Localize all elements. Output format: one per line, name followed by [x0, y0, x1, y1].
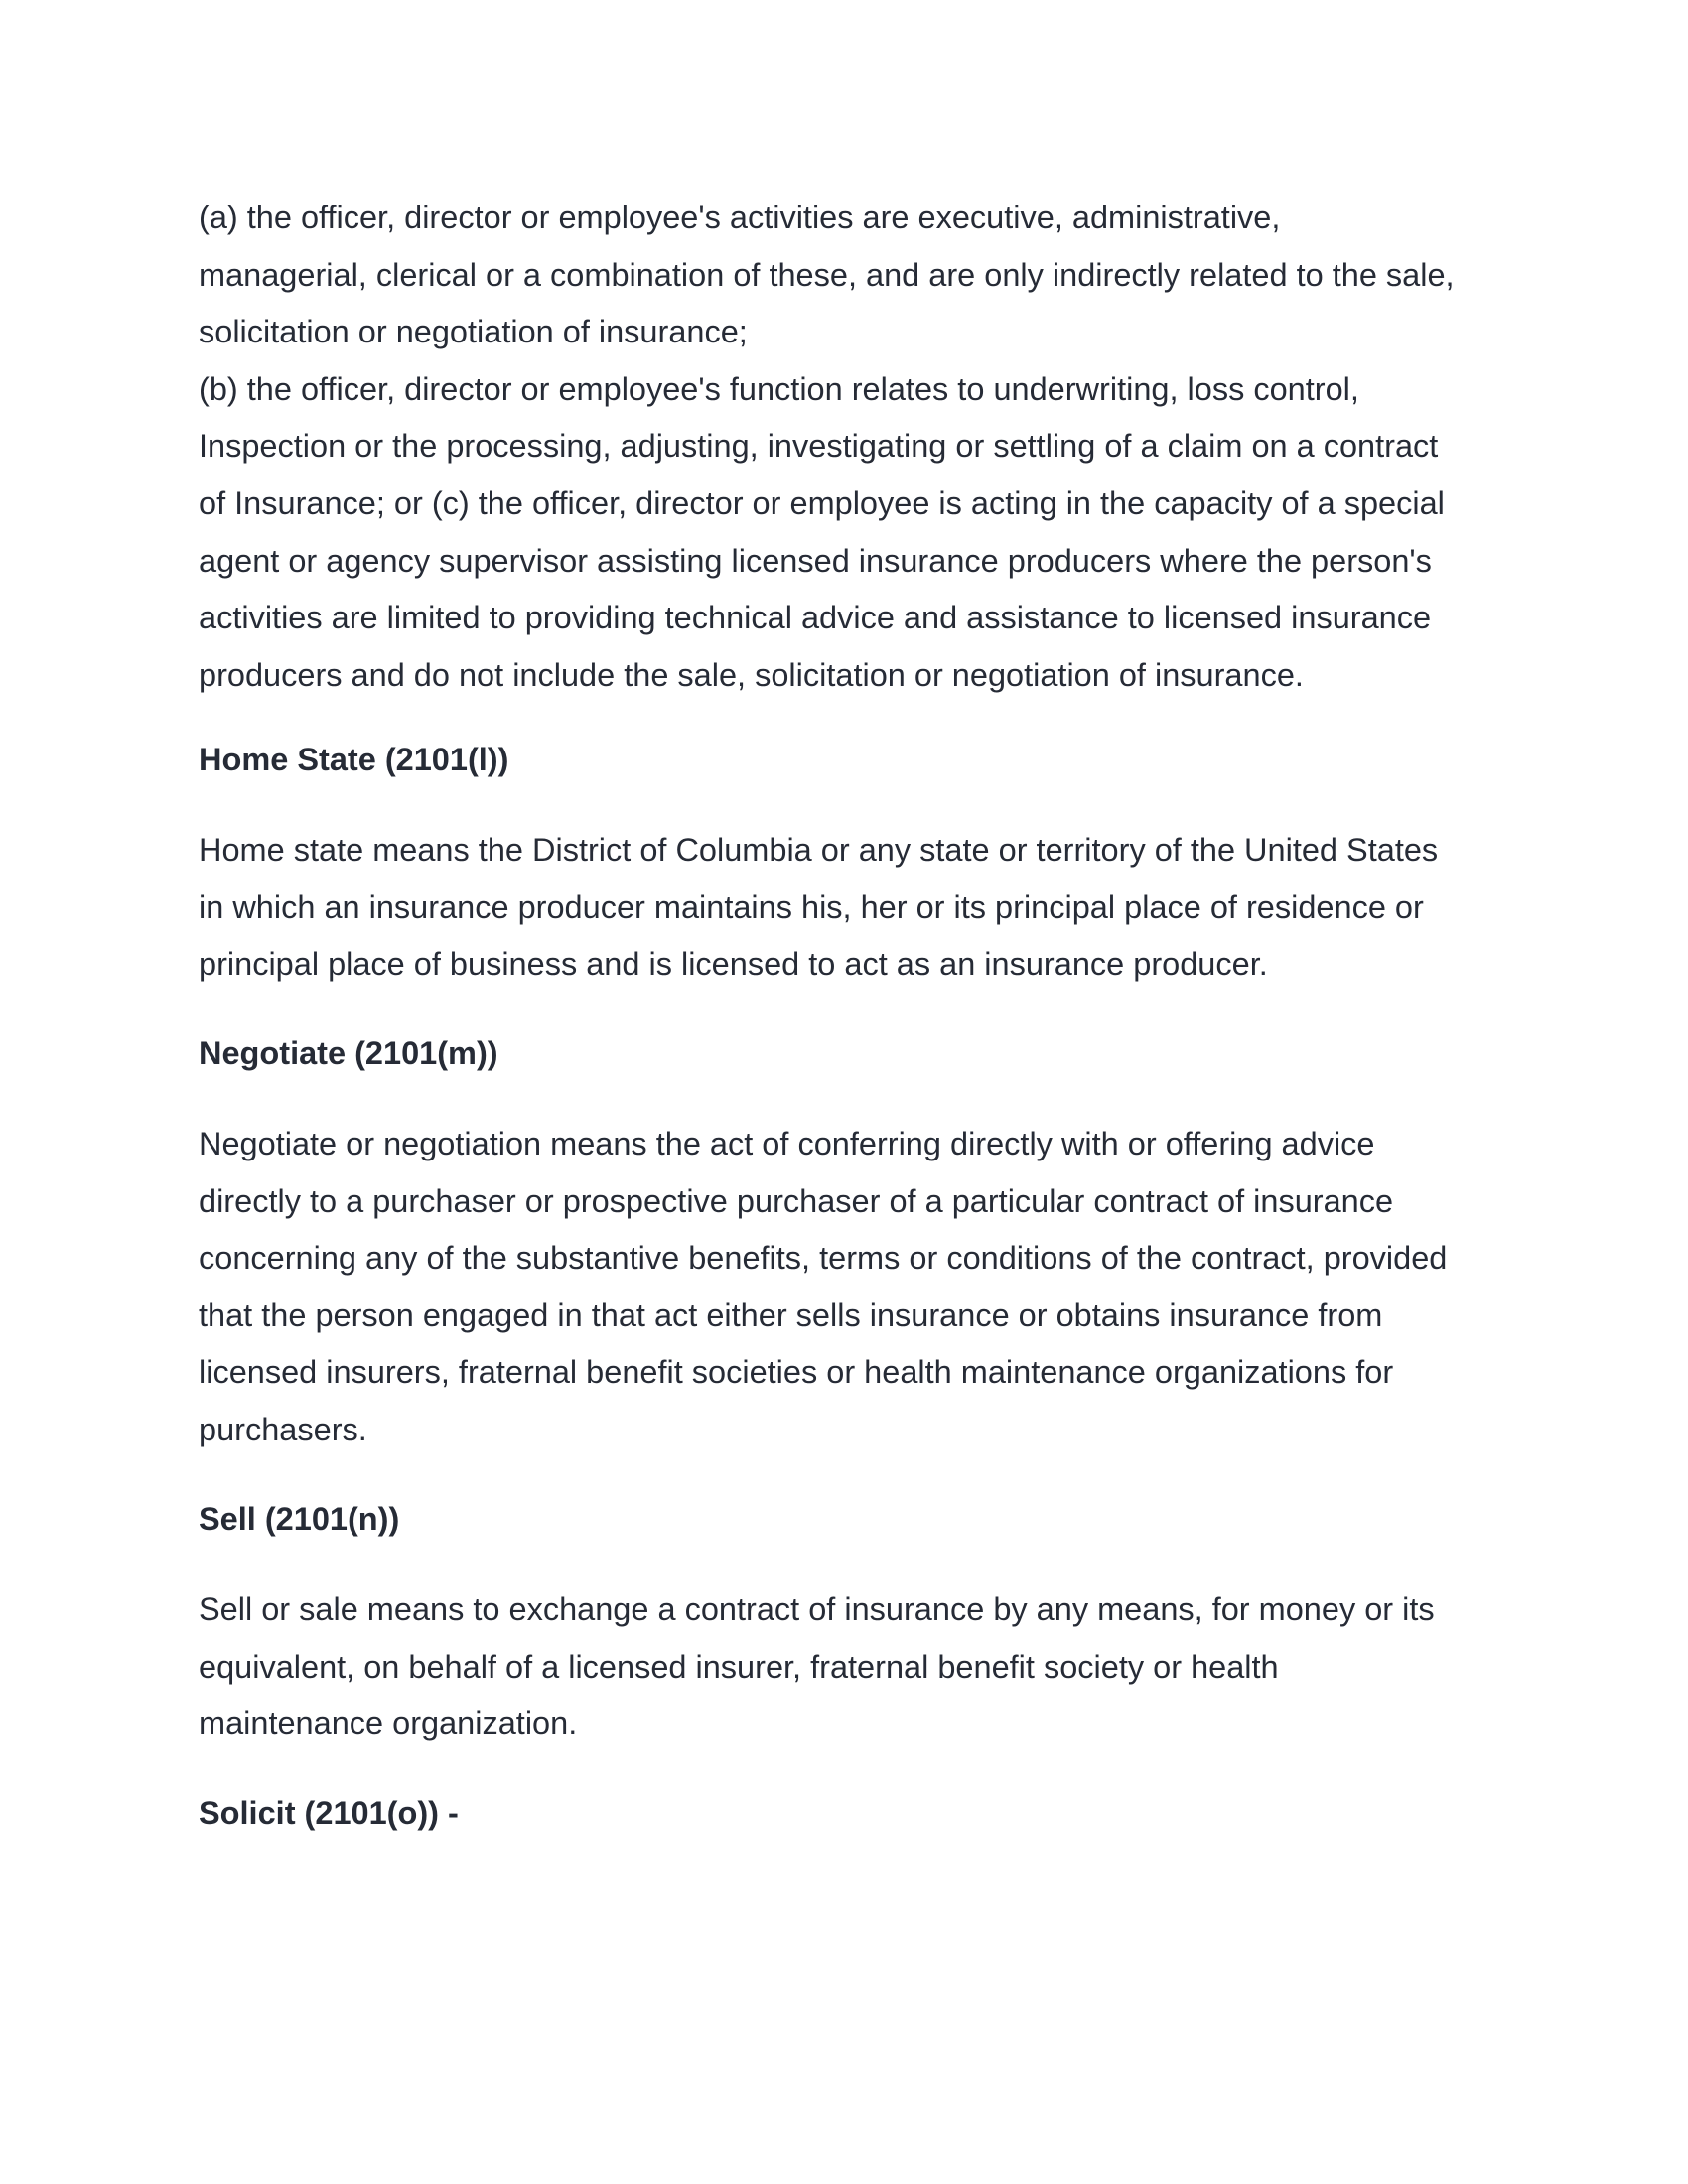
intro-paragraph [199, 190, 1509, 704]
text-line: (b) the officer, director or employee's function relates to underwriting, loss control, [199, 370, 1359, 407]
sell-heading: Sell (2101(n)) [199, 1501, 400, 1537]
text-line: Home state means the District of Columbia or any state or territory of the United States [199, 832, 1439, 868]
text-line: solicitation or negotiation of insurance; [199, 314, 748, 350]
solicit-heading: Solicit (2101(o)) - [199, 1795, 459, 1831]
text-line: Inspection or the processing, adjusting, investigating or settling of a claim on a contract [199, 428, 1439, 465]
text-line: Sell or sale means to exchange a contract of insurance by any means, for money or its [199, 1591, 1435, 1627]
text-line: directly to a purchaser or prospective purchaser of a particular contract of insurance [199, 1182, 1394, 1219]
text-line: that the person engaged in that act either sells insurance or obtains insurance from [199, 1297, 1383, 1333]
text-line: in which an insurance producer maintains his, her or its principal place of residence or [199, 888, 1424, 925]
negotiate-heading: Negotiate (2101(m)) [199, 1035, 498, 1071]
text-line: Negotiate or negotiation means the act of conferring directly with or offering advice [199, 1126, 1375, 1161]
text-line: (a) the officer, director or employee's activities are executive, administrative, [199, 200, 1281, 235]
text-line: activities are limited to providing technical advice and assistance to licensed insurance [199, 600, 1432, 636]
home-state-paragraph [199, 822, 1509, 994]
text-line: principal place of business and is licensed to act as an insurance producer. [199, 946, 1268, 983]
text-line: producers and do not include the sale, solicitation or negotiation of insurance. [199, 656, 1304, 693]
text-line: concerning any of the substantive benefits, terms or conditions of the contract, provided [199, 1240, 1448, 1277]
text-line: purchasers. [199, 1411, 367, 1447]
home-state-heading: Home State (2101(l)) [199, 742, 509, 777]
text-line: equivalent, on behalf of a licensed insurer, fraternal benefit society or health [199, 1648, 1279, 1685]
text-line: maintenance organization. [199, 1706, 578, 1742]
text-line: managerial, clerical or a combination of these, and are only indirectly related to the sale, [199, 256, 1455, 293]
text-line: agent or agency supervisor assisting licensed insurance producers where the person's [199, 542, 1432, 579]
text-line: of Insurance; or (c) the officer, director or employee is acting in the capacity of a special [199, 484, 1445, 521]
text-line: licensed insurers, fraternal benefit societies or health maintenance organizations for [199, 1354, 1394, 1391]
sell-paragraph [199, 1581, 1509, 1753]
negotiate-paragraph [199, 1116, 1509, 1459]
